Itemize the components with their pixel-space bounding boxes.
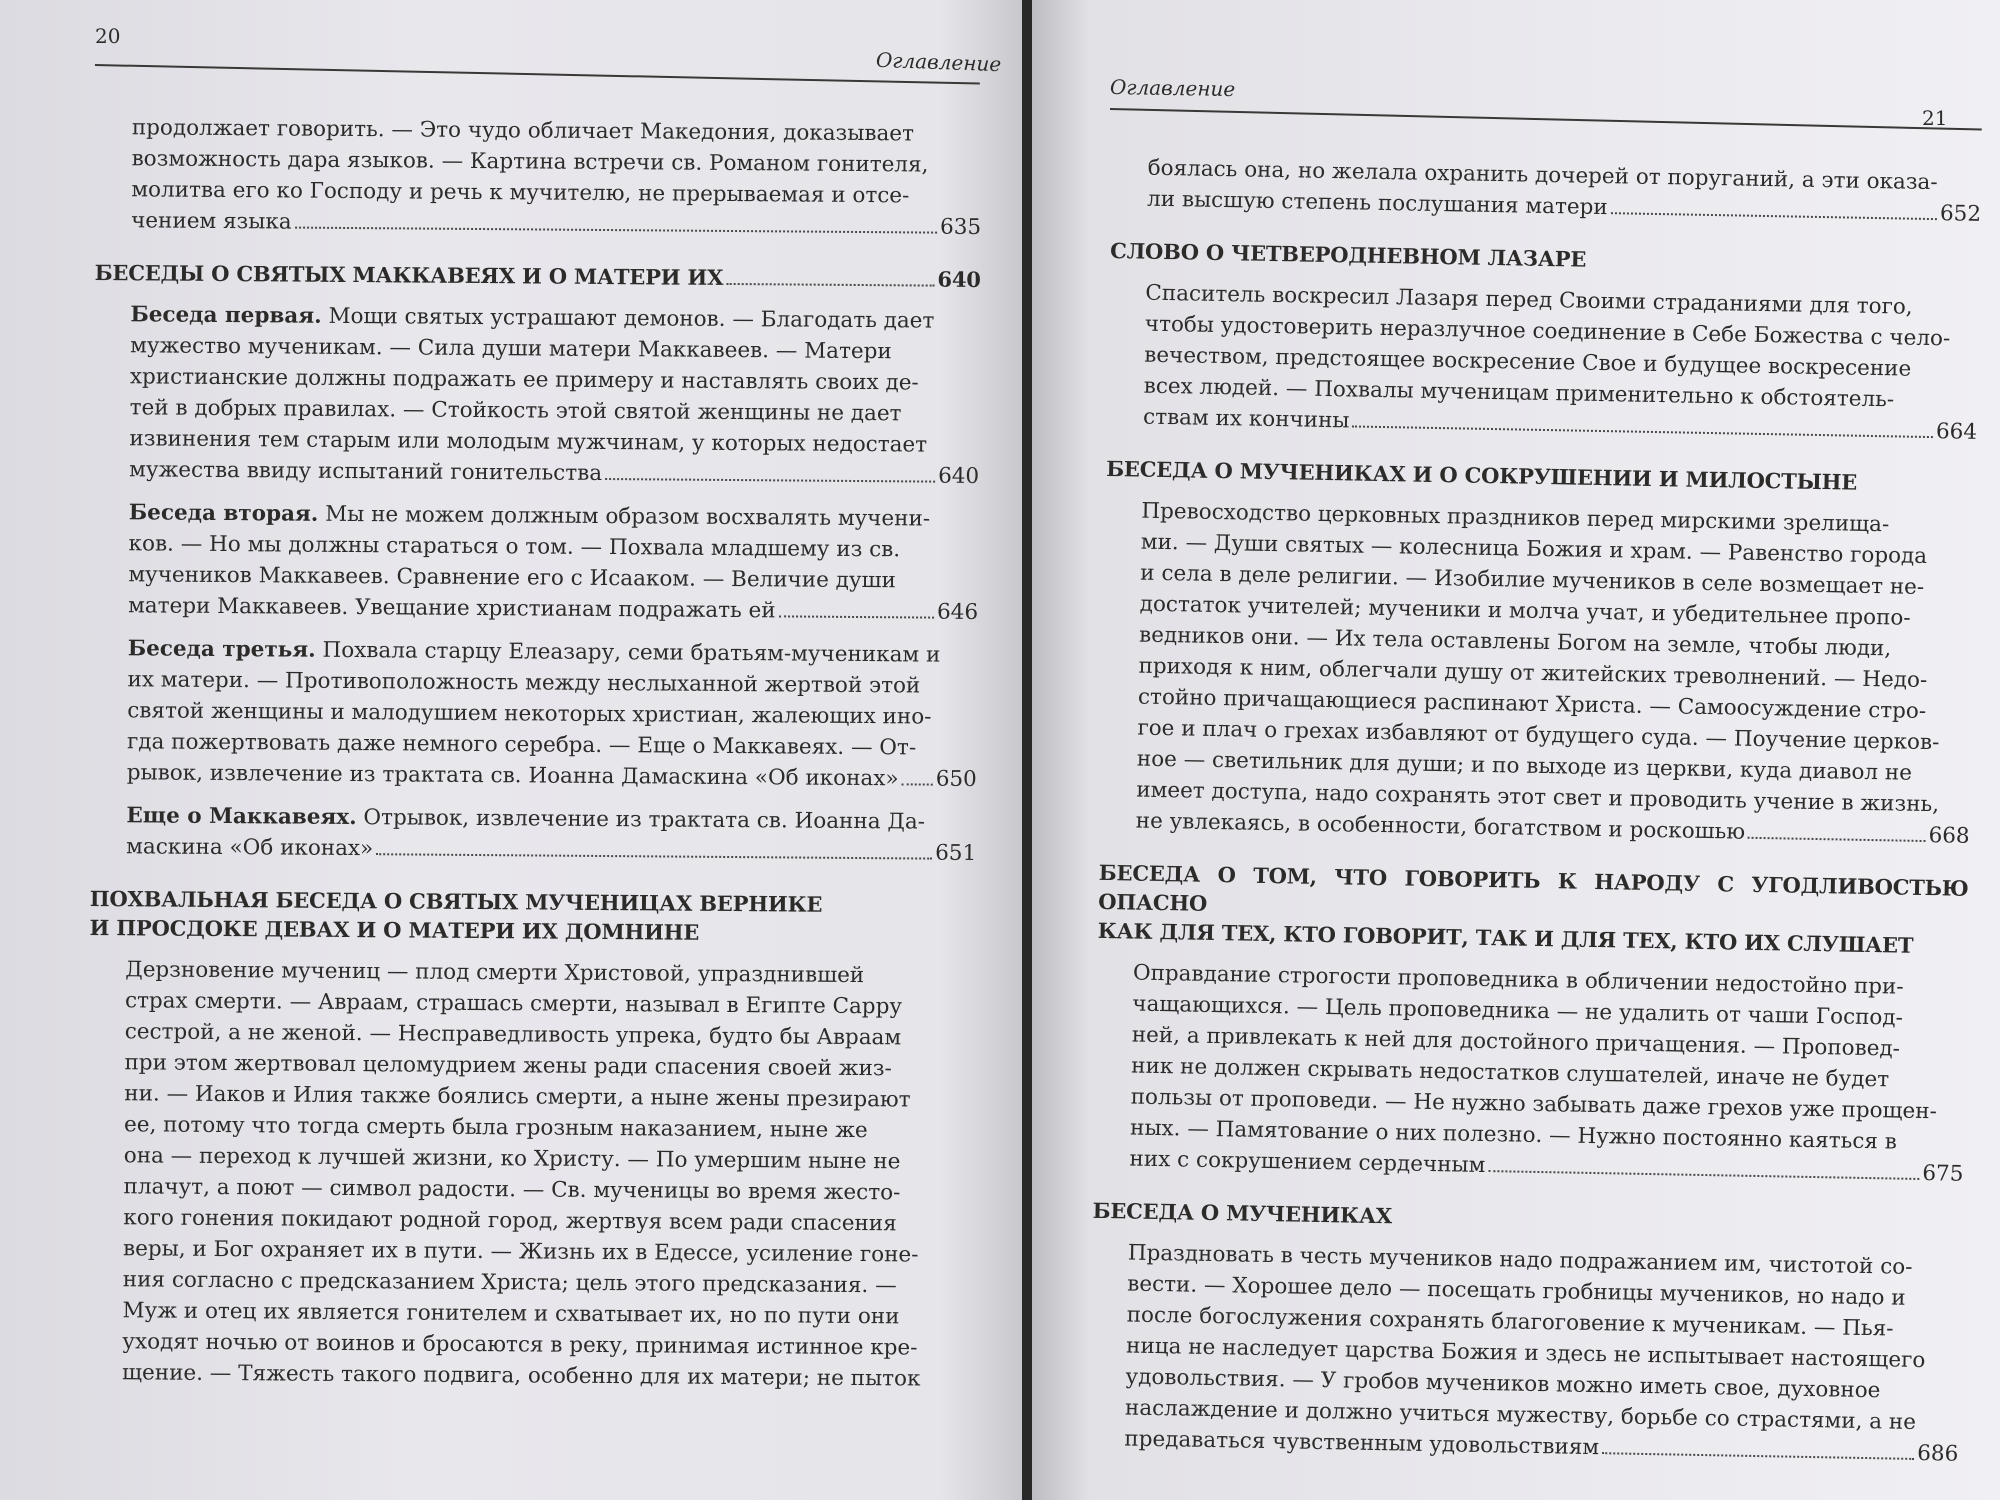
entry-line: ных. — Памятование о них полезно. — Нужно постоянно каяться в [1129, 1115, 1898, 1155]
toc-column-left [86, 112, 982, 1395]
entry-page-number: 686 [1917, 1440, 1959, 1467]
entry-line: тей в добрых правилах. — Стойкость этой святой женщины не дает [129, 395, 902, 427]
entry-line: ков. — Но мы должны стараться о том. — Похвала младшему из св. [128, 531, 901, 563]
entry-page-number: 650 [935, 766, 977, 792]
entry-line: возможность дара языков. — Картина встречи св. Романом гонителя, [131, 146, 929, 178]
entry-line: Оправдание строгости проповедника в обличении недостойно при- [1132, 960, 1904, 1000]
entry-line: не увлекаясь, в особенности, богатством и роскошью [1135, 808, 1746, 845]
entry-heading: Беседа вторая. [128, 500, 319, 527]
entry-line: приходя к ним, облегчали душу от житейских треволнений. — Недо- [1138, 653, 1928, 694]
entry-page-number: 635 [939, 214, 982, 240]
entry-line: предаваться чувственным удовольствиям [1124, 1426, 1600, 1461]
entry-page-number: 640 [937, 266, 981, 292]
entry-heading: Еще о Маккавеях. [126, 803, 357, 831]
entry-line: Похвала старцу Елеазару, семи братьям-мученикам и [315, 637, 941, 668]
entry-line: достаток учителей; мученики и молча учат, и убедительнее пропо- [1139, 591, 1911, 631]
header-rule [1110, 108, 1982, 131]
entry-line: вести. — Хорошее дело — посещать гробницы мучеников, но надо и [1127, 1271, 1906, 1311]
entry-line: чтобы удостоверить неразлучное соединение в Себе Божества с чело- [1144, 311, 1951, 352]
toc-entry [122, 954, 975, 1395]
entry-line: маскина «Об иконах» [126, 834, 374, 862]
entry-page-number: 668 [1928, 823, 1970, 849]
entry-line: имеет доступа, надо сохранять этот свет и проводить учение в жизнь, [1136, 777, 1940, 818]
entry-line: при этом жертвовал целомудрием жены ради спасения своей жиз- [124, 1050, 892, 1082]
running-head: Оглавление [1109, 74, 1236, 102]
entry-line: веры, и Бог охраняет их в пути. — Жизнь их в Едессе, усиление гоне- [122, 1236, 919, 1268]
entry-line: мучеников Маккавеев. Сравнение его с Исааком. — Величие души [128, 562, 896, 594]
entry-page-number: 651 [935, 840, 977, 866]
entry-line: Мощи святых устрашают демонов. — Благодать дает [321, 303, 935, 334]
entry-line: удовольствия. — У гробов мучеников можно иметь свое, духовное [1125, 1364, 1881, 1404]
entry-page-number: 664 [1935, 419, 1978, 445]
toc-entry [131, 112, 982, 243]
entry-line: ния согласно с предсказанием Христа; цель этого предсказания. — [122, 1267, 897, 1299]
dot-leader [1602, 1452, 1914, 1460]
section-title: БЕСЕДА О МУЧЕНИКАХ И О СОКРУШЕНИИ И МИЛОСТЫНЕ [1105, 455, 1858, 495]
entry-line: гда пожертвовать даже немного серебра. — Еще о Маккавеях. — От- [126, 729, 917, 761]
entry-line: христианские должны подражать ее примеру и наставлять своих де- [129, 364, 919, 396]
entry-line: всех людей. — Похвалы мученицам применительно к обстоятель- [1143, 373, 1895, 413]
entry-line: наслаждение и должно учиться мужеству, борьбе со страстями, а не [1124, 1395, 1917, 1435]
toc-entry [1124, 1237, 1962, 1469]
entry-line: молитва его ко Господу и речь к мучителю, не прерываемая и отсе- [131, 177, 910, 209]
entry-line: она — переход к лучшей жизни, ко Христу. — По умершим ныне не [123, 1143, 901, 1175]
entry-line: и села в деле религии. — Изобилие мучеников в селе возмещает не- [1140, 560, 1925, 600]
entry-line: пользы от проповеди. — Не нужно забывать даже грехов уже прощен- [1130, 1084, 1938, 1125]
entry-line: боялась она, но желала охранить дочерей от поруганий, а эти оказа- [1147, 155, 1938, 196]
page-number: 20 [95, 24, 121, 48]
entry-line: ни. — Иаков и Илия также боялись смерти, а ныне жены презирают [124, 1081, 911, 1113]
toc-column-right [1088, 152, 1982, 1470]
header-rule [95, 64, 980, 85]
dot-leader [902, 783, 933, 785]
entry-line: ее, потому что тогда смерть была грозным наказанием, ныне же [123, 1112, 868, 1144]
entry-line: Муж и отец их является гонителем и схватывает их, но по пути они [122, 1298, 900, 1330]
toc-entry [129, 299, 980, 492]
entry-line: вечеством, предстоящее воскресение Свое и будущее воскресение [1144, 342, 1912, 382]
book-gutter [1022, 0, 1032, 1500]
entry-line: Спаситель воскресил Лазаря перед Своими страданиями для того, [1145, 280, 1913, 320]
section-title: КАК ДЛЯ ТЕХ, КТО ГОВОРИТ, ТАК И ДЛЯ ТЕХ, КТО ИХ СЛУШАЕТ [1097, 917, 1914, 958]
entry-heading: Беседа третья. [127, 636, 316, 663]
page-number: 21 [1922, 106, 1948, 130]
entry-heading: Беседа первая. [130, 302, 322, 329]
section-title: БЕСЕДЫ О СВЯТЫХ МАККАВЕЯХ И О МАТЕРИ ИХ [94, 259, 724, 290]
entry-line: их матери. — Противоположность между неслыханной жертвой этой [127, 667, 921, 699]
entry-line: Отрывок, извлечение из трактата св. Иоанна Да- [356, 805, 926, 835]
entry-line: ное — светильник для души; и по выходе из церкви, куда диавол не [1136, 746, 1913, 786]
entry-line: ней, а привлекать к ней для достойного причащения. — Проповед- [1131, 1022, 1901, 1062]
entry-line: после богослужения сохранять благоговение к мученикам. — Пья- [1126, 1302, 1894, 1342]
section-title: И ПРОСДОКЕ ДЕВАХ И О МАТЕРИ ИХ ДОМНИНЕ [89, 914, 700, 945]
section-title: БЕСЕДА О ТОМ, ЧТО ГОВОРИТЬ К НАРОДУ С УГОДЛИВОСТЬЮ ОПАСНО [1098, 859, 1969, 916]
section-heading [1097, 858, 1968, 961]
entry-line: Дерзновение мучениц — плод смерти Христовой, упразднившей [125, 957, 865, 989]
right-page [1032, 0, 2000, 1500]
section-title: ПОХВАЛЬНАЯ БЕСЕДА О СВЯТЫХ МУЧЕНИЦАХ ВЕРНИКЕ [89, 885, 823, 917]
dot-leader [1748, 837, 1926, 842]
entry-line: мужества ввиду испытаний гонительства [129, 457, 603, 486]
entry-line: Праздновать в честь мучеников надо подражанием им, чистотой со- [1127, 1240, 1913, 1280]
entry-line: Превосходство церковных праздников перед мирскими зрелища- [1141, 498, 1890, 538]
entry-line: ница не наследует царства Божия и здесь не испытывает настоящего [1125, 1333, 1926, 1374]
entry-line: Мы не можем должным образом восхвалять мучени- [318, 501, 931, 532]
dot-leader [295, 227, 937, 234]
entry-line: ми. — Души святых — колесница Божия и храм. — Равенство города [1140, 529, 1928, 570]
entry-page-number: 675 [1922, 1161, 1964, 1187]
entry-line: святой женщины и малодушием некоторых христиан, жалеющих ино- [127, 698, 932, 730]
entry-line: щение. — Тяжесть такого подвига, особенно для их матери; не пыток [122, 1360, 921, 1392]
dot-leader [605, 478, 935, 483]
entry-line: гое и плач о грехах избавляют от будущего суда. — Поучение церков- [1137, 715, 1940, 756]
entry-line: кого гонения покидают родной город, жертвуя всем ради спасения [123, 1205, 897, 1237]
entry-line: извинения тем старым или молодым мужчинам, у которых недостает [129, 426, 928, 458]
dot-leader [376, 853, 932, 859]
entry-line: них с сокрушением сердечным [1129, 1146, 1486, 1179]
entry-page-number: 646 [936, 599, 979, 625]
entry-page-number: 640 [938, 463, 980, 489]
entry-page-number: 652 [1939, 201, 1982, 227]
running-head: Оглавление [875, 47, 1002, 77]
toc-entry [1129, 958, 1967, 1190]
toc-entry [126, 800, 976, 869]
dot-leader [726, 283, 934, 287]
entry-line: стойно причащающиеся распинают Христа. — Самоосуждение стро- [1137, 684, 1927, 725]
dot-leader [779, 615, 934, 618]
entry-line: чащающихся. — Цель проповедника — не удалить от чаши Господ- [1132, 991, 1904, 1031]
dot-leader [1611, 212, 1937, 220]
dot-leader [1488, 1170, 1919, 1180]
section-title: БЕСЕДА О МУЧЕНИКАХ [1092, 1197, 1393, 1229]
entry-line: ствам их кончины [1142, 404, 1350, 434]
entry-line: матери Маккавеев. Увещание христианам подражать ей [128, 593, 776, 624]
entry-line: ник не должен скрывать недостатков слушателей, иначе не будет [1131, 1053, 1890, 1093]
entry-line: уходят ночью от воинов и бросаются в реку, принимая истинное кре- [122, 1329, 918, 1361]
entry-line: плачут, а поют — символ радости. — Св. мученицы во время жесто- [123, 1174, 901, 1206]
entry-line: ли высшую степень послушания матери [1146, 186, 1608, 221]
toc-entry [1135, 496, 1975, 852]
entry-line: ведников они. — Их тела оставлены Богом на земле, чтобы люди, [1138, 622, 1892, 662]
toc-entry [1143, 278, 1980, 448]
dot-leader [1352, 425, 1932, 438]
toc-entry [127, 633, 978, 795]
entry-line: рывок, извлечение из трактата св. Иоанна Дамаскина «Об иконах» [126, 760, 899, 792]
section-title: СЛОВО О ЧЕТВЕРОДНЕВНОМ ЛАЗАРЕ [1109, 237, 1587, 272]
section-heading [89, 884, 975, 949]
toc-entry [128, 497, 979, 628]
entry-line: страх смерти. — Авраам, страшась смерти, называл в Египте Сарру [124, 988, 903, 1020]
entry-line: мужество мученикам. — Сила души матери Маккавеев. — Матери [130, 333, 892, 365]
entry-line: сестрой, а не женой. — Несправедливость упрека, будто бы Авраам [124, 1019, 902, 1051]
entry-line: продолжает говорить. — Это чудо обличает Македония, доказывает [131, 115, 915, 147]
entry-line: чением языка [131, 208, 292, 235]
